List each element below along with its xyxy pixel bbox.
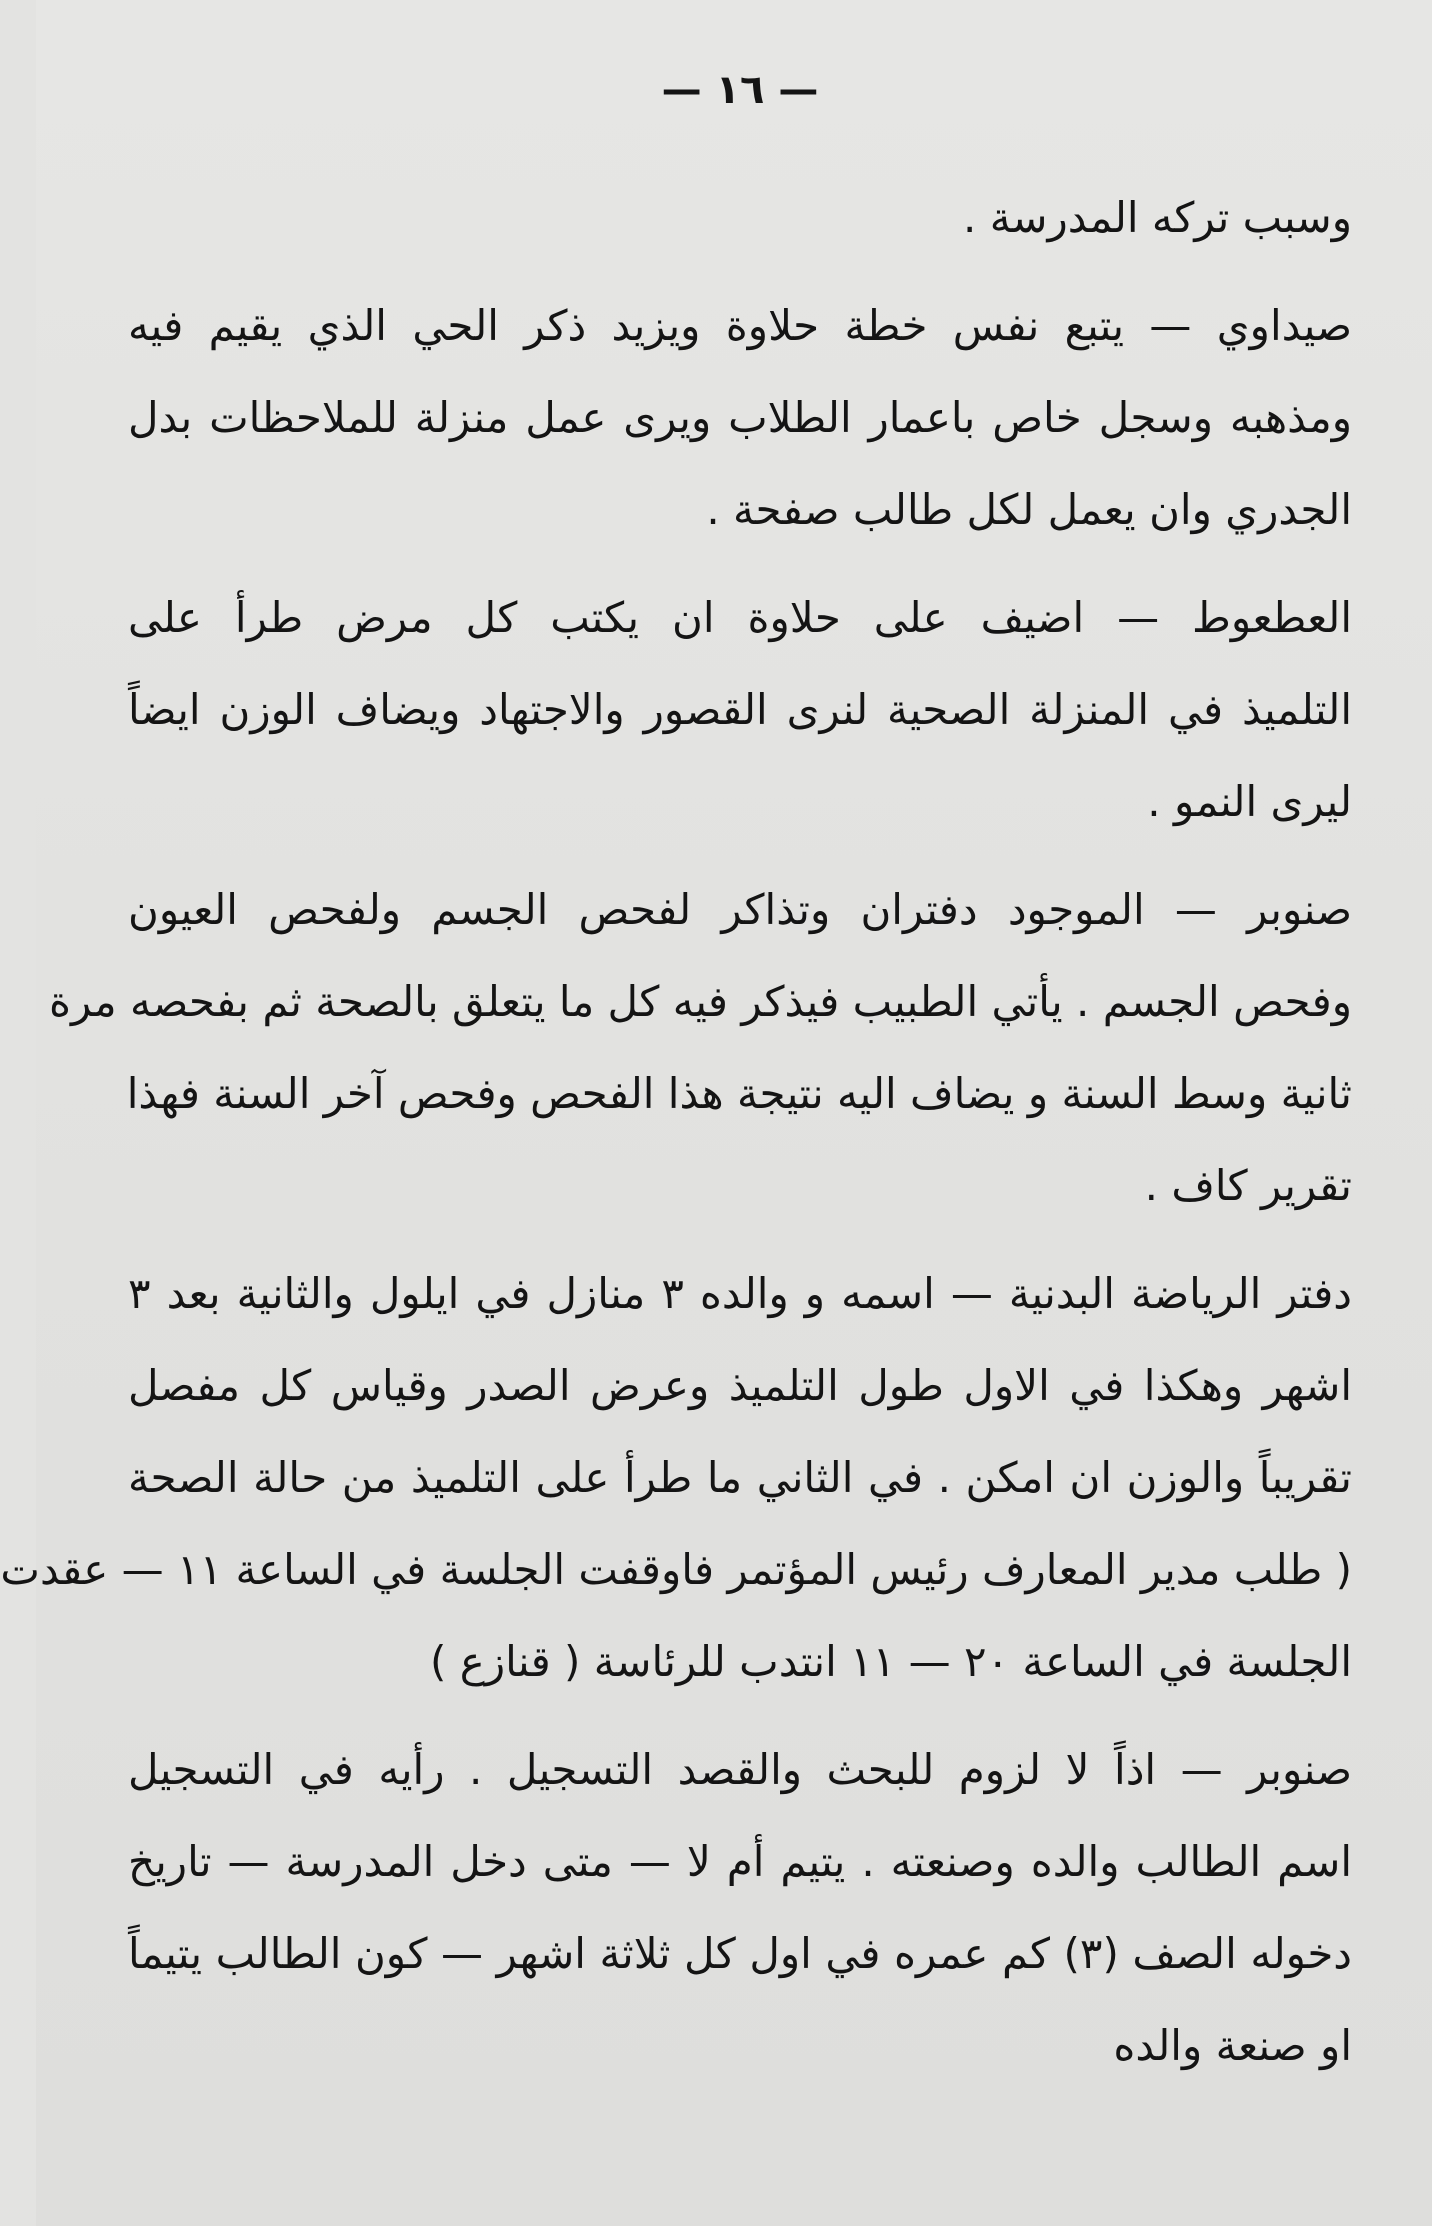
paragraph	[128, 280, 1352, 556]
text-line: ( طلب مدير المعارف رئيس المؤتمر فاوقفت الجلسة في الساعة ١١ — عقدت	[0, 1545, 1352, 1594]
text-line: دفتر الرياضة البدنية — اسمه و والده ٣ منازل في ايلول والثانية بعد ٣	[128, 1269, 1352, 1318]
text-line: صنوبر — الموجود دفتران وتذاكر لفحص الجسم ولفحص العيون	[128, 885, 1352, 934]
text-line: الجلسة في الساعة ٢٠ — ١١ انتدب للرئاسة ( قنازع )	[430, 1637, 1352, 1686]
paragraph	[0, 1248, 1352, 1708]
body-text	[0, 172, 1352, 2092]
text-line: الجدري وان يعمل لكل طالب صفحة .	[706, 485, 1352, 534]
text-line: اشهر وهكذا في الاول طول التلميذ وعرض الصدر وقياس كل مفصل	[128, 1361, 1352, 1410]
page-number: — ١٦ —	[661, 67, 819, 113]
text-line: ليرى النمو .	[1147, 777, 1352, 826]
text-line: وسبب تركه المدرسة .	[963, 193, 1352, 242]
paragraph	[128, 172, 1352, 264]
text-line: ثانية وسط السنة و يضاف اليه نتيجة هذا الفحص وفحص آخر السنة فهذا	[126, 1069, 1352, 1118]
text-line: تقرير كاف .	[1144, 1161, 1352, 1210]
text-line: التلميذ في المنزلة الصحية لنرى القصور والاجتهاد ويضاف الوزن ايضاً	[128, 685, 1352, 734]
text-line: صنوبر — اذاً لا لزوم للبحث والقصد التسجيل . رأيه في التسجيل	[128, 1745, 1352, 1794]
text-line: العطعوط — اضيف على حلاوة ان يكتب كل مرض طرأ على	[128, 593, 1352, 642]
paragraph	[128, 572, 1352, 848]
text-line: او صنعة والده	[1113, 2021, 1352, 2070]
text-line: اسم الطالب والده وصنعته . يتيم أم لا — متى دخل المدرسة — تاريخ	[128, 1837, 1352, 1886]
text-line: صيداوي — يتبع نفس خطة حلاوة ويزيد ذكر الحي الذي يقيم فيه	[128, 301, 1352, 350]
text-line: ومذهبه وسجل خاص باعمار الطلاب ويرى عمل منزلة للملاحظات بدل	[128, 393, 1352, 442]
paragraph	[48, 864, 1352, 1232]
text-line: وفحص الجسم . يأتي الطبيب فيذكر فيه كل ما يتعلق بالصحة ثم بفحصه مرة	[48, 977, 1352, 1026]
text-line: تقريباً والوزن ان امكن . في الثاني ما طرأ على التلميذ من حالة الصحة	[128, 1453, 1352, 1502]
paragraph	[128, 1724, 1352, 2092]
text-line: دخوله الصف (٣) كم عمره في اول كل ثلاثة اشهر — كون الطالب يتيماً	[128, 1929, 1352, 1978]
